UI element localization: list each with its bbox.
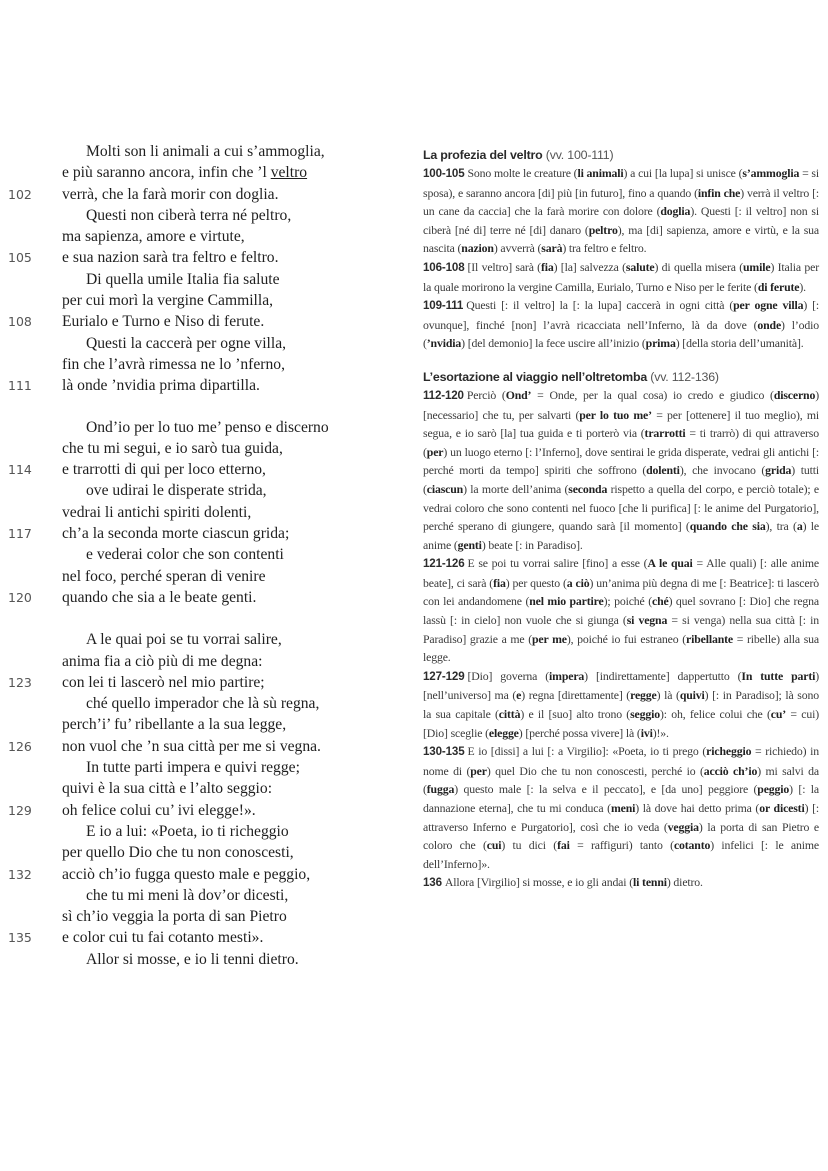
verse-text: Molti son li animali a cui s’ammoglia, [86,143,325,160]
glossed-term: In tutte parti [741,668,816,683]
gloss-text: ) la morte dell’anima ( [463,481,569,496]
verse-line [0,205,400,226]
verse-line [0,629,400,650]
gloss-text: ) le anime ( [423,519,820,552]
gloss-text: ) quel sovrano [: Dio] che regna lassù [: in cielo] non vuole che si giunga ( [423,594,819,628]
glossed-term: infin che [697,185,741,200]
verse-text: vedrai li antichi spiriti dolenti, [62,503,252,521]
section-title-text: L’esortazione al viaggio nell’oltretomba [423,369,651,384]
glossed-term: impera [549,668,585,683]
glossed-term: fai [557,838,570,853]
gloss-text: ) [indirettamente] dappertutto ( [584,668,742,683]
verse-line [0,693,400,714]
gloss-text: = cui) [Dio] sceglie ( [423,707,820,740]
glossed-term: seconda [568,481,608,496]
glossed-term: e [516,688,522,703]
verse-number: 120 [8,589,32,605]
verse-line [0,141,400,162]
verse-range: 121-126 [423,557,465,571]
verse-line [0,544,400,565]
gloss-text: ) di quella misera ( [654,259,744,274]
verse-text: perch’i’ fu’ ribellante a la sua legge, [62,716,287,734]
glossed-term: meni [610,801,636,815]
gloss-text: ) [necessario] che tu, per salvarti ( [423,387,819,422]
verse-text: Ond’io per lo tuo me’ penso e discerno [86,418,329,436]
verse-number: 129 [8,802,32,818]
glossed-term: onde [757,317,782,332]
gloss-text: ) regna [direttamente] ( [521,688,631,703]
verse-text: e sua nazion sarà tra feltro e feltro. [62,249,279,267]
verse-number: 105 [8,250,32,266]
verse-text: là onde ’nvidia prima dipartilla. [62,377,260,395]
gloss-text: = ribelle) alla sua legge. [423,631,819,665]
gloss-text: ) Italia per la quale morirono la vergine Camilla, Eurialo, Turno e Niso per le ferite ( [423,259,819,294]
verse-text: nel foco, perché speran di venire [62,567,266,585]
verse-text: ch’a la seconda morte ciascun grida; [62,525,290,543]
verse-text: anima fia a ciò più di me degna: [62,652,263,670]
verse-line [0,821,400,842]
glossed-term: veggia [667,819,699,834]
verse-line [0,480,400,501]
gloss-text: Sono molte le creature ( [467,166,578,180]
glossed-term: li animali [577,166,624,180]
verse-number: 111 [8,378,32,394]
glossed-term: Ond’ [505,387,532,402]
poem-column [0,141,400,970]
glossed-term: quivi [679,688,705,703]
section-verses: (vv. 100-111) [545,148,614,162]
commentary-paragraph [423,873,819,893]
verse-line [0,354,400,375]
verse-text: Questi non ciberà terra né peltro, [86,206,292,224]
gloss-text: ) tu dici ( [501,838,558,853]
commentary-paragraph [423,742,819,873]
glossed-term: ché [651,594,669,609]
gloss-text: ) l’odio ( [423,317,820,351]
verse-line [0,864,400,885]
verse-text: che tu mi meni là dov’or dicesti, [86,886,289,904]
gloss-text: ) tra feltro e feltro. [562,241,647,256]
verse-line [0,226,400,247]
gloss-text: ) là dove hai detto prima ( [635,801,760,815]
glossed-term: per [470,763,487,778]
glossed-term: peggio [757,782,790,797]
commentary-paragraph [423,296,819,353]
verse-line [0,566,400,587]
verse-text: per quello Dio che tu non conoscesti, [62,844,294,862]
gloss-text: ) [: attraverso Inferno e Purgatorio], così che io veda ( [423,801,819,834]
gloss-text: Perciò ( [466,387,506,402]
glossed-term: per ogne villa [733,298,804,313]
stanza [0,629,400,970]
gloss-text: ): oh, felice colui che ( [659,707,771,722]
gloss-text: ) là ( [656,688,680,703]
underlined-word: veltro [270,164,308,182]
gloss-text: ), ma [di] sapienza, amore e virtù, e la sua nascita ( [423,222,819,256]
gloss-text: ) [: la dannazione eterna], che tu mi conduca ( [423,782,819,815]
glossed-term: salute [625,259,655,274]
gloss-text: ) verrà il veltro [: un cane da caccia] che la farà morire con dolore ( [423,185,819,219]
verse-text: quando che sia a le beate genti. [62,588,257,606]
verse-number: 108 [8,314,32,330]
gloss-text: = ti trarrò) di qui attraverso ( [423,426,819,459]
verse-text: Allor si mosse, e io li tenni dietro. [86,950,299,968]
gloss-text: ) [del demonio] la fece uscire all’inizio ( [461,336,646,351]
verse-number: 123 [8,674,32,690]
gloss-text: ) un luogo eterno [: l’Inferno], dove sentirai le grida disperate, vedrai gli antichi [: perché morti da tempo] spiriti che soffrono ( [423,444,819,478]
verse-range: 100-105 [423,167,465,180]
verse-text: Eurialo e Turno e Niso di ferute. [62,313,265,331]
glossed-term: regge [630,688,657,703]
gloss-text: Allora [Virgilio] si mosse, e io gli andai ( [444,875,633,890]
verse-text: e color cui tu fai cotanto mesti». [62,929,264,947]
gloss-text: ) [: in Paradiso]; là sono la sua capitale ( [423,688,819,722]
section-title [423,368,819,386]
gloss-text: = Onde, per la qual cosa) io credo e giudico ( [531,387,774,402]
gloss-text: ) [: ovunque], finché [non] l’avrà ricacciata nell’Inferno, là da dove ( [423,298,820,332]
gloss-text: ) a cui [la lupa] si unisce ( [623,166,743,180]
gloss-text: ), poiché io fui estraneo ( [566,631,687,646]
verse-range: 106-108 [423,260,465,274]
section-title-text: La profezia del veltro [423,148,546,162]
glossed-term: ciascun [426,481,464,496]
verse-line [0,417,400,438]
glossed-term: cu’ [770,707,787,722]
glossed-term: cui [486,838,502,853]
gloss-text: )!». [652,725,669,740]
glossed-term: or dicesti [759,801,805,815]
glossed-term: ivi [640,725,653,740]
stanza [0,141,400,397]
verse-text: e trarrotti di qui per loco etterno, [62,461,266,479]
verse-line [0,672,400,693]
verse-line [0,778,400,799]
verse-text: fin che l’avrà rimessa ne lo ’nferno, [62,355,285,373]
verse-line [0,438,400,459]
gloss-text: = richiedo) in nome di ( [423,744,819,778]
glossed-term: per lo tuo me’ [579,407,652,422]
commentary-column [423,146,819,893]
verse-line [0,523,400,544]
gloss-text: ). Questi [: il veltro] non si ciberà [né di] terre né [di] danaro ( [423,204,819,237]
verse-text: con lei ti lascerò nel mio partire; [62,673,265,691]
verse-line [0,290,400,311]
verse-text: oh felice colui cu’ ivi elegge!». [62,801,256,819]
verse-text: non vuol che ’n sua città per me si vegna. [62,737,321,755]
gloss-text: = Alle quali) [: alle anime beate], ci sarà ( [423,556,819,590]
verse-line [0,885,400,906]
verse-line [0,247,400,268]
gloss-text: ) [della storia dell’umanità]. [675,336,804,351]
gloss-text: E io [dissi] a lui [: a Virgilio]: «Poeta, io ti prego ( [467,744,707,759]
glossed-term: per me [532,631,567,646]
verse-text: ma sapienza, amore e virtute, [62,228,245,246]
verse-line [0,714,400,735]
verse-range: 127-129 [423,669,465,683]
gloss-text: ) dietro. [666,875,703,890]
verse-number: 102 [8,186,32,202]
glossed-term: di ferute [757,279,800,294]
glossed-term: a ciò [566,575,590,590]
verse-text: A le quai poi se tu vorrai salire, [86,631,282,649]
gloss-text: ) tutti ( [423,463,820,496]
verse-text: che tu mi segui, e io sarò tua guida, [62,439,283,457]
glossed-term: trarrotti [644,426,686,441]
verse-line [0,502,400,523]
glossed-term: ’nvidia [426,336,462,351]
verse-number: 132 [8,866,32,882]
commentary-paragraph [423,258,819,296]
verse-line [0,842,400,863]
glossed-term: discerno [773,387,816,402]
verse-text: sì ch’io veggia la porta di san Pietro [62,908,287,926]
glossed-term: ribellante [686,631,734,646]
gloss-text: ); poiché ( [603,594,652,609]
gloss-text: ) infelici [: le anime dell’Inferno]». [423,838,819,871]
gloss-text: [Il veltro] sarà ( [467,259,541,274]
gloss-text: ) quel Dio che tu non conoscesti, perché io ( [486,763,704,778]
gloss-text: ) un’anima più degna di me [: Beatrice]: ti lascerò con lei andandomene ( [423,575,819,609]
glossed-term: città [498,707,521,722]
verse-text: ché quello imperador che là sù regna, [86,695,320,713]
glossed-term: s’ammoglia [742,166,800,180]
verse-range: 112-120 [423,388,464,402]
glossed-term: peltro [588,222,618,237]
gloss-text: ) e il [suo] alto trono ( [520,707,631,722]
glossed-term: dolenti [646,463,680,478]
glossed-term: A le quai [647,556,693,571]
glossed-term: fia [540,259,554,274]
verse-number: 117 [8,526,32,542]
verse-number: 135 [8,930,32,946]
glossed-term: elegge [488,725,519,740]
glossed-term: seggio [630,707,660,722]
verse-text: Questi la caccerà per ogne villa, [86,334,287,352]
commentary-paragraph [423,667,819,742]
gloss-text: = per [ottenere] il tuo meglio), mi segua, e io sarò [la] tua guida e ti porterò via ( [423,407,820,441]
commentary-paragraph [423,554,819,667]
verse-text: ove udirai le disperate strida, [86,482,267,500]
gloss-text: rispetto a quella del corpo, e perciò totale); e vedrai coloro che sono contenti nel fuoco [che li purifica] [: le anime del Purgatorio], perché sperano di giungere, quando sarà [il momento] ( [423,481,820,534]
stanza [0,417,400,609]
verse-line [0,587,400,608]
verse-line [0,184,400,205]
glossed-term: quando che sia [689,519,766,534]
verse-number: 114 [8,462,32,478]
gloss-text: ) questo male [: la selva e il peccato], e [da uno] peggiore ( [454,782,758,797]
gloss-text: ) la porta di san Pietro e coloro che ( [423,819,820,853]
verse-text: verrà, che la farà morir con doglia. [62,185,279,203]
commentary-paragraph [423,386,819,554]
glossed-term: nel mio partire [529,594,604,609]
section-title [423,146,819,164]
verse-text: per cui morì la vergine Cammilla, [62,292,274,310]
gloss-text: = si sposa), e saranno ancora [di] più [in futuro], fino a quando ( [423,166,819,200]
glossed-term: umile [743,259,771,274]
glossed-term: fugga [426,782,455,797]
verse-line [0,459,400,480]
gloss-text: ), tra ( [765,519,797,534]
gloss-text: ) per questo ( [505,575,567,590]
verse-text: e vederai color che son contenti [86,546,284,564]
verse-line [0,736,400,757]
verse-range: 130-135 [423,745,465,759]
verse-range: 109-111 [423,299,464,313]
gloss-text: ) [perché possa vivere] là ( [518,725,641,740]
glossed-term: fia [493,575,506,590]
section-verses: (vv. 112-136) [650,369,719,384]
glossed-term: richeggio [706,744,752,759]
gloss-text: Questi [: il veltro] la [: la lupa] caccerà in ogni città ( [466,298,734,313]
glossed-term: grida [765,463,792,478]
glossed-term: si vegna [626,613,668,628]
glossed-term: a [796,519,803,534]
verse-line [0,269,400,290]
glossed-term: genti [457,537,482,552]
glossed-term: acciò ch’io [703,763,758,778]
gloss-text: = raffiguri) tanto ( [569,838,674,853]
gloss-text: ) [nell’universo] ma ( [423,668,820,703]
verse-line [0,162,400,183]
verse-line [0,651,400,672]
gloss-text: ) avverrà ( [493,241,542,256]
verse-text: acciò ch’io fugga questo male e peggio, [62,865,311,883]
gloss-text: ) mi salvi da ( [423,763,819,797]
verse-line [0,927,400,948]
gloss-text: [Dio] governa ( [467,668,550,683]
verse-line [0,333,400,354]
glossed-term: per [426,444,444,459]
verse-line [0,311,400,332]
verse-line [0,375,400,396]
gloss-text: ) [la] salvezza ( [553,259,626,274]
glossed-term: li tenni [632,875,667,890]
gloss-text: = si venga) nella sua città [: in Paradiso] grazie a me ( [423,613,819,646]
gloss-text: ), che invocano ( [679,463,766,478]
glossed-term: doglia [660,204,691,219]
gloss-text: ). [799,279,806,294]
verse-line [0,757,400,778]
verse-text: E io a lui: «Poeta, io ti richeggio [86,822,289,840]
glossed-term: cotanto [673,838,711,853]
commentary-paragraph [423,164,819,258]
verse-line [0,800,400,821]
verse-line [0,949,400,970]
verse-text: e più saranno ancora, infin che ’l veltro [62,164,308,182]
verse-text: quivi è la sua città e l’alto seggio: [62,780,273,798]
gloss-text: E se poi tu vorrai salire [fino] a esse ( [467,556,648,571]
verse-number: 126 [8,738,32,754]
glossed-term: sarà [541,241,563,256]
glossed-term: prima [645,336,676,351]
verse-range: 136 [423,876,442,890]
gloss-text: ) beate [: in Paradiso]. [481,537,583,552]
glossed-term: nazion [461,241,494,256]
verse-text: Di quella umile Italia fia salute [86,270,280,288]
verse-line [0,906,400,927]
verse-text: In tutte parti impera e quivi regge; [86,759,300,777]
